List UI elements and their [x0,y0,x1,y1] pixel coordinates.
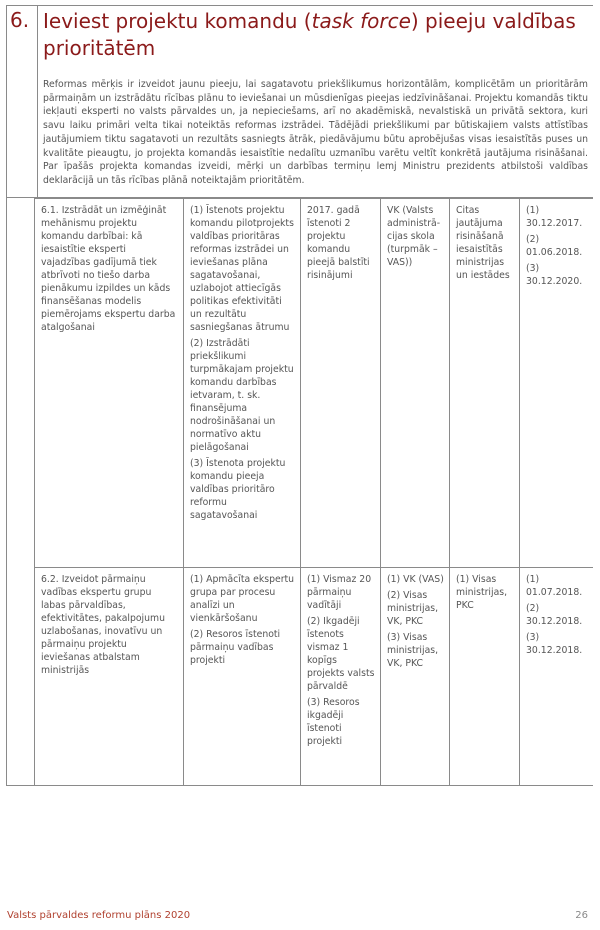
responsible-item: (1) VK (VAS) [387,574,444,585]
action-item: (3) Īstenota projektu komandu pieeja valdības prioritāro reformu sagatavošanai [190,458,286,521]
section-title-italic: task force [311,9,411,33]
deadline-item: (3) 30.12.2018. [526,632,583,656]
indicators-cell [301,199,381,567]
task-cell [34,568,184,785]
partner-item: Citas jautājuma risināšanā iesaistītās ministrijas un iestādes [456,205,510,281]
indicator-item: (3) Resoros ikgadēji īstenoti projekti [307,697,360,747]
table-left-margin [6,198,34,786]
task-text: 6.2. Izveidot pārmaiņu vadības ekspertu grupu labas pārvaldības, efektivitātes, pakalpojumu uzlabošanas, inovatīvu un pārmaiņu projektu ieviešanas atbalstam ministrijās [41,574,165,676]
table-row [34,568,593,786]
indicators-cell [301,568,381,785]
section-number: 6. [10,8,30,32]
section-number-column [7,6,38,197]
action-item: (1) Īstenots projektu komandu pilotprojekts valdības prioritāras reformas izstrādei un ieviešanas plāna sagatavošanai, uzlabojot attiecīgās politikas efektivitāti un rezultātu sasniegšanas ātrumu [190,205,294,333]
indicator-item: (1) Vismaz 20 pārmaiņu vadītāji [307,574,372,611]
deadline-item: (3) 30.12.2020. [526,263,583,287]
partner-item: (1) Visas ministrijas, PKC [456,574,508,611]
action-item: (2) Resoros īstenoti pārmaiņu vadības projekti [190,629,281,666]
responsible-cell [381,199,450,567]
task-text: 6.1. Izstrādāt un izmēģināt mehānismu projektu komandu darbībai: kā iesaistītie eksperti vajadzības gadījumā tiek atbrīvoti no tiešo darba pienākumu izpildes un kāds finansēšanas modelis piemērojams ekspertu darba atalgošanai [41,205,176,333]
task-cell [34,199,184,567]
responsible-item: (2) Visas ministrijas, VK, PKC [387,590,439,627]
section-header [6,5,593,198]
deadline-item: (1) 01.07.2018. [526,574,583,598]
section-title-part2: ) pieeju valdības prioritātēm [43,9,576,60]
indicator-item: 2017. gadā īstenoti 2 projektu komandu pieejā balstīti risinājumi [307,205,370,281]
responsible-cell [381,568,450,785]
responsible-item: VK (Valsts administrā-cijas skola (turpmāk – VAS)) [387,205,441,268]
partners-cell [450,199,520,567]
deadline-item: (2) 01.06.2018. [526,234,583,258]
indicator-item: (2) Ikgadēji īstenots vismaz 1 kopīgs projekts valsts pārvaldē [307,616,375,692]
table-row [34,198,593,568]
section-title-part1: Ieviest projektu komandu ( [43,9,312,33]
responsible-item: (3) Visas ministrijas, VK, PKC [387,632,439,669]
deadlines-cell [520,568,593,785]
deadline-item: (2) 30.12.2018. [526,603,583,627]
actions-cell [184,568,301,785]
action-item: (1) Apmācīta ekspertu grupa par procesu analīzi un vienkāršošanu [190,574,295,624]
footer-title: Valsts pārvaldes reformu plāns 2020 [7,910,191,921]
page-number: 26 [575,910,588,921]
section-intro: Reformas mērķis ir izveidot jaunu pieeju, lai sagatavotu priekšlikumus horizontālām, komplicētām un prioritārām pārmaiņām un izstrādātu rīcības plānu to ieviešanai un mūsdienīgas pieejas iedzīvināšanai. Projektu komandās tiktu iekļauti eksperti no valsts pārvaldes un, ja nepieciešams, arī no akadēmiskā, nevalstiskā un privātā sektora, kuri savu laiku primāri velta tikai noteiktās reformas izstrādei. Tādējādi priekšlikumi par būtiskajiem valsts attīstības jautājumiem tiktu sagatavoti un rezultāts sasniegts ātrāk, piedāvājumu būtu aprobējušas visas iesaistītās puses un kvalitāte pieaugtu, jo projekta komandās iesaistītie nedalītu uzmanību varētu veltīt konkrētā jautājuma risināšanai. Par īpašās projekta komandas izveidi, mērķi un darbības termiņu lemj Ministru prezidents atbilstoši valdības deklarācijā un tās rīcības plānā noteiktajām prioritātēm. [43,79,588,186]
partners-cell [450,568,520,785]
action-item: (2) Izstrādāti priekšlikumi turpmākajam projektu komandu darbības ietvaram, t. sk. finansējuma nodrošināšanai un normatīvo aktu pielāgošanai [190,338,294,453]
deadline-item: (1) 30.12.2017. [526,205,583,229]
actions-cell [184,199,301,567]
deadlines-cell [520,199,593,567]
section-title [43,8,588,62]
